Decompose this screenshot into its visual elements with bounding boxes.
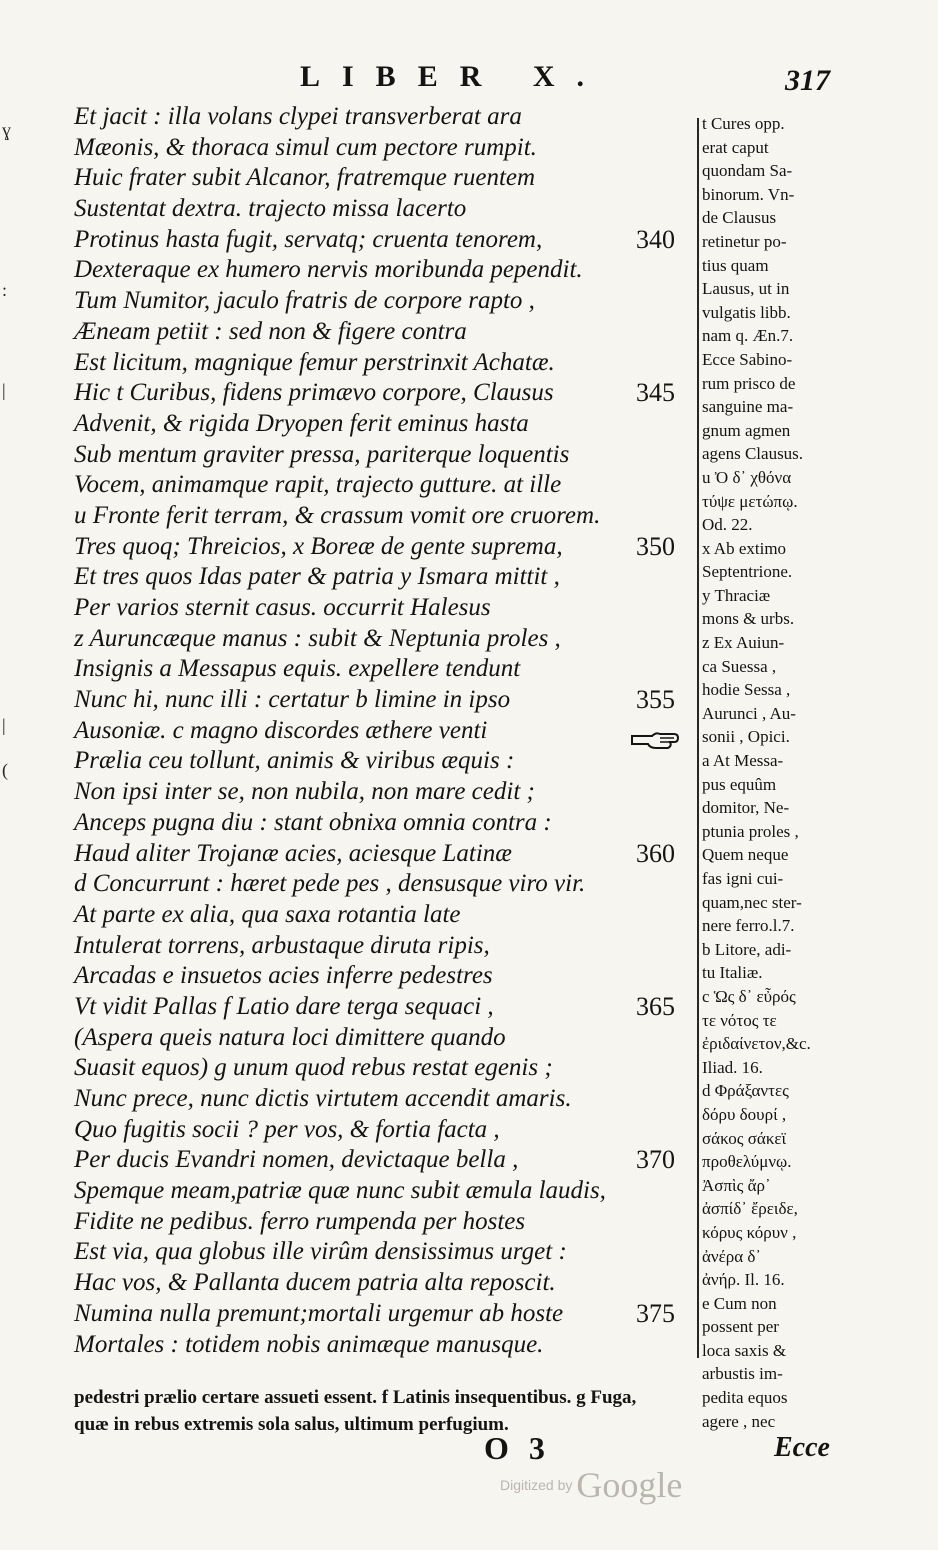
verse-line [74, 255, 694, 286]
line-number: 375 [636, 1298, 675, 1328]
note-line: ἀνέρα δ᾽ [702, 1246, 762, 1266]
verse-line [74, 1268, 694, 1299]
footnotes [74, 1384, 844, 1438]
note-line: a At Messa- [702, 751, 784, 771]
verse-line [74, 961, 694, 992]
verse-text: Suasit equos) g unum quod rebus restat egenis ; [74, 1054, 553, 1082]
note-line: προθελύμνῳ. [702, 1152, 792, 1172]
verse-text: Hac vos, & Pallanta ducem patria alta reposcit. [74, 1269, 556, 1297]
verse-text: Hic t Curibus, fidens primævo corpore, Clausus [74, 379, 554, 407]
note-line: vulgatis libb. [702, 302, 791, 322]
note-line: Lausus, ut in [702, 279, 790, 299]
verse-line [74, 839, 694, 870]
verse-line [74, 378, 694, 409]
verse-text: Spemque meam,patriæ quæ nunc subit æmula laudis, [74, 1177, 606, 1205]
verse-text: Insignis a Messapus equis. expellere tendunt [74, 655, 521, 683]
note-line: domitor, Ne- [702, 798, 790, 818]
line-number: 360 [636, 838, 675, 868]
verse-text: Sub mentum graviter pressa, pariterque loquentis [74, 440, 570, 468]
verse-text: z Auruncæque manus : subit & Neptunia proles , [74, 624, 561, 652]
verse-line [74, 992, 694, 1023]
note-line: agere , nec [702, 1411, 776, 1431]
note-line: agens Clausus. [702, 444, 804, 464]
verse-line [74, 532, 694, 563]
verse-text: Nunc hi, nunc illi : certatur b limine in ipso [74, 686, 511, 714]
note-line: retinetur po- [702, 231, 787, 251]
note-line: pedita equos [702, 1388, 788, 1408]
verse-text: Vocem, animamque rapit, trajecto gutture. at ille [74, 471, 562, 499]
note-line: d Φράξαντες [702, 1081, 789, 1101]
verse-line [74, 900, 694, 931]
verse-line [74, 593, 694, 624]
note-line: τε νότος τε [702, 1010, 777, 1030]
verse-text: Est via, qua globus ille virûm densissimus urget : [74, 1238, 567, 1266]
note-line: tius quam [702, 255, 769, 275]
note-line: quam,nec ster- [702, 892, 802, 912]
note-line: rum prisco de [702, 373, 796, 393]
verse-line [74, 716, 694, 747]
line-number: 365 [636, 991, 675, 1021]
line-number: 350 [636, 531, 675, 561]
note-line: σάκος σάκεϊ [702, 1128, 787, 1148]
margin-mark: | [2, 380, 6, 400]
verse-line [74, 317, 694, 348]
verse-column [74, 102, 694, 1360]
verse-text: u Fronte ferit terram, & crassum vomit ore cruorem. [74, 501, 601, 529]
verse-text: Non ipsi inter se, non nubila, non mare cedit ; [74, 778, 535, 806]
verse-line [74, 1207, 694, 1238]
note-line: quondam Sa- [702, 161, 793, 181]
verse-text: Fidite ne pedibus. ferro rumpenda per hostes [74, 1207, 526, 1235]
verse-text: Protinus hasta fugit, servatq; cruenta tenorem, [74, 225, 543, 253]
verse-text: Æneam petiit : sed non & figere contra [74, 317, 467, 345]
margin-mark: ( [2, 760, 8, 780]
verse-line [74, 163, 694, 194]
verse-line [74, 1330, 694, 1361]
verse-text: Mortales : totidem nobis animæque manusque. [74, 1330, 544, 1358]
verse-line [74, 931, 694, 962]
line-number: 345 [636, 378, 675, 408]
verse-line [74, 102, 694, 133]
verse-line [74, 624, 694, 655]
verse-text: Quo fugitis socii ? per vos, & fortia facta , [74, 1115, 500, 1143]
verse-text: (Aspera queis natura loci dimittere quando [74, 1023, 506, 1051]
verse-line [74, 1023, 694, 1054]
note-line: hodie Sessa , [702, 680, 791, 700]
verse-line [74, 409, 694, 440]
note-line: binorum. Vn- [702, 184, 795, 204]
note-line: c Ὡς δ᾽ εὖρός [702, 986, 796, 1006]
note-line: Ἀσπὶς ἄρ᾽ [702, 1175, 771, 1195]
note-line: sonii , Opici. [702, 727, 790, 747]
verse-text: Prælia ceu tollunt, animis & viribus æquis : [74, 747, 515, 775]
verse-text: Arcadas e insuetos acies inferre pedestres [74, 962, 493, 990]
note-line: κόρυς κόρυν , [702, 1222, 797, 1242]
page-number: 317 [785, 64, 830, 97]
verse-line [74, 1053, 694, 1084]
note-line: sanguine ma- [702, 397, 794, 417]
note-line: b Litore, adi- [702, 939, 792, 959]
column-rule [697, 118, 699, 1358]
footnote-line: pedestri prælio certare assueti essent. f Latinis insequentibus. g Fuga, [74, 1387, 637, 1408]
verse-text: Advenit, & rigida Dryopen ferit eminus hasta [74, 409, 529, 437]
verse-line [74, 746, 694, 777]
note-line: erat caput [702, 137, 769, 157]
note-line: τύψε μετώπῳ. [702, 491, 798, 511]
verse-text: Ausoniæ. c magno discordes æthere venti [74, 716, 488, 744]
verse-line [74, 1115, 694, 1146]
line-number: 355 [636, 685, 675, 715]
note-line: nere ferro.l.7. [702, 916, 795, 936]
running-title: LIBER X. [300, 60, 607, 93]
verse-text: Et tres quos Idas pater & patria y Ismara mittit , [74, 563, 560, 591]
note-line: ἐριδαίνετον,&c. [702, 1034, 811, 1054]
note-line: e Cum non [702, 1293, 777, 1313]
verse-line [74, 685, 694, 716]
note-line: fas igni cui- [702, 869, 784, 888]
footnote-line: quæ in rebus extremis sola salus, ultimum perfugium. [74, 1414, 509, 1435]
verse-text: Et jacit : illa volans clypei transverberat ara [74, 103, 522, 130]
note-line: Iliad. 16. [702, 1057, 763, 1077]
margin-mark: | [2, 715, 6, 735]
verse-line [74, 1176, 694, 1207]
note-line: de Clausus [702, 208, 777, 228]
line-number: 340 [636, 224, 675, 254]
verse-text: Tum Numitor, jaculo fratris de corpore rapto , [74, 287, 535, 315]
watermark-brand: Google [576, 1465, 683, 1505]
margin-mark: : [2, 280, 8, 300]
verse-line [74, 869, 694, 900]
verse-text: d Concurrunt : hæret pede pes , densusque viro vir. [74, 870, 586, 898]
verse-text: Huic frater subit Alcanor, fratremque ruentem [74, 164, 536, 192]
marginal-notes [702, 112, 852, 1433]
verse-line [74, 777, 694, 808]
note-line: δόρυ δουρί , [702, 1104, 787, 1124]
verse-text: Tres quoq; Threicios, x Boreæ de gente suprema, [74, 532, 563, 560]
verse-line [74, 470, 694, 501]
note-line: Od. 22. [702, 515, 753, 535]
verse-text: Anceps pugna diu : stant obnixa omnia contra : [74, 808, 552, 836]
verse-text: Sustentat dextra. trajecto missa lacerto [74, 195, 467, 223]
line-number: 370 [636, 1145, 675, 1175]
note-line: tu Italiæ. [702, 963, 763, 983]
note-line: t Cures opp. [702, 114, 785, 133]
note-line: arbustis im- [702, 1364, 783, 1384]
verse-text: Intulerat torrens, arbustaque diruta ripis, [74, 931, 490, 959]
note-line: loca saxis & [702, 1340, 787, 1360]
note-line: Aurunci , Au- [702, 703, 796, 723]
verse-text: Per ducis Evandri nomen, devictaque bella , [74, 1146, 519, 1174]
verse-line [74, 1237, 694, 1268]
note-line: z Ex Auiun- [702, 633, 785, 653]
verse-text: At parte ex alia, qua saxa rotantia late [74, 900, 461, 928]
note-line: nam q. Æn.7. [702, 326, 794, 346]
note-line: Ecce Sabino- [702, 349, 793, 369]
note-line: mons & urbs. [702, 609, 795, 629]
note-line: Septentrione. [702, 562, 793, 582]
verse-line [74, 1084, 694, 1115]
note-line: possent per [702, 1317, 779, 1337]
verse-line [74, 348, 694, 379]
verse-text: Mæonis, & thoraca simul cum pectore rumpit. [74, 133, 537, 161]
verse-text: Per varios sternit casus. occurrit Halesus [74, 594, 491, 621]
verse-line [74, 440, 694, 471]
verse-text: Vt vidit Pallas f Latio dare terga sequaci , [74, 992, 494, 1020]
signature-mark: O 3 [484, 1430, 551, 1466]
note-line: ἀσπίδ᾽ ἔρειδε, [702, 1199, 798, 1219]
verse-text: Haud aliter Trojanæ acies, aciesque Latinæ [74, 839, 512, 867]
margin-mark: ɣ [2, 120, 11, 140]
verse-line [74, 654, 694, 685]
verse-text: Dexteraque ex humero nervis moribunda pependit. [74, 256, 583, 284]
note-line: u Ὀ δ᾽ χθόνα [702, 467, 792, 487]
verse-line [74, 133, 694, 164]
note-line: ἀνήρ. Il. 16. [702, 1270, 785, 1290]
note-line: pus equûm [702, 774, 777, 794]
note-line: y Thraciæ [702, 585, 771, 605]
note-line: ptunia proles , [702, 821, 799, 841]
note-line: ca Suessa , [702, 656, 777, 676]
verse-line [74, 501, 694, 532]
verse-line [74, 1299, 694, 1330]
note-line: x Ab extimo [702, 538, 787, 558]
verse-line [74, 1145, 694, 1176]
verse-line [74, 562, 694, 593]
verse-line [74, 225, 694, 256]
verse-text: Numina nulla premunt;mortali urgemur ab hoste [74, 1299, 564, 1327]
catchword: Ecce [774, 1432, 830, 1463]
verse-line [74, 808, 694, 839]
verse-line [74, 286, 694, 317]
verse-text: Nunc prece, nunc dictis virtutem accendit amaris. [74, 1085, 572, 1112]
pointing-hand-icon [630, 724, 680, 752]
digitized-watermark [500, 1464, 682, 1506]
verse-line [74, 194, 694, 225]
watermark-prefix: Digitized by [500, 1477, 573, 1493]
note-line: Quem neque [702, 845, 789, 865]
verse-text: Est licitum, magnique femur perstrinxit Achatæ. [74, 348, 555, 376]
note-line: gnum agmen [702, 420, 791, 440]
